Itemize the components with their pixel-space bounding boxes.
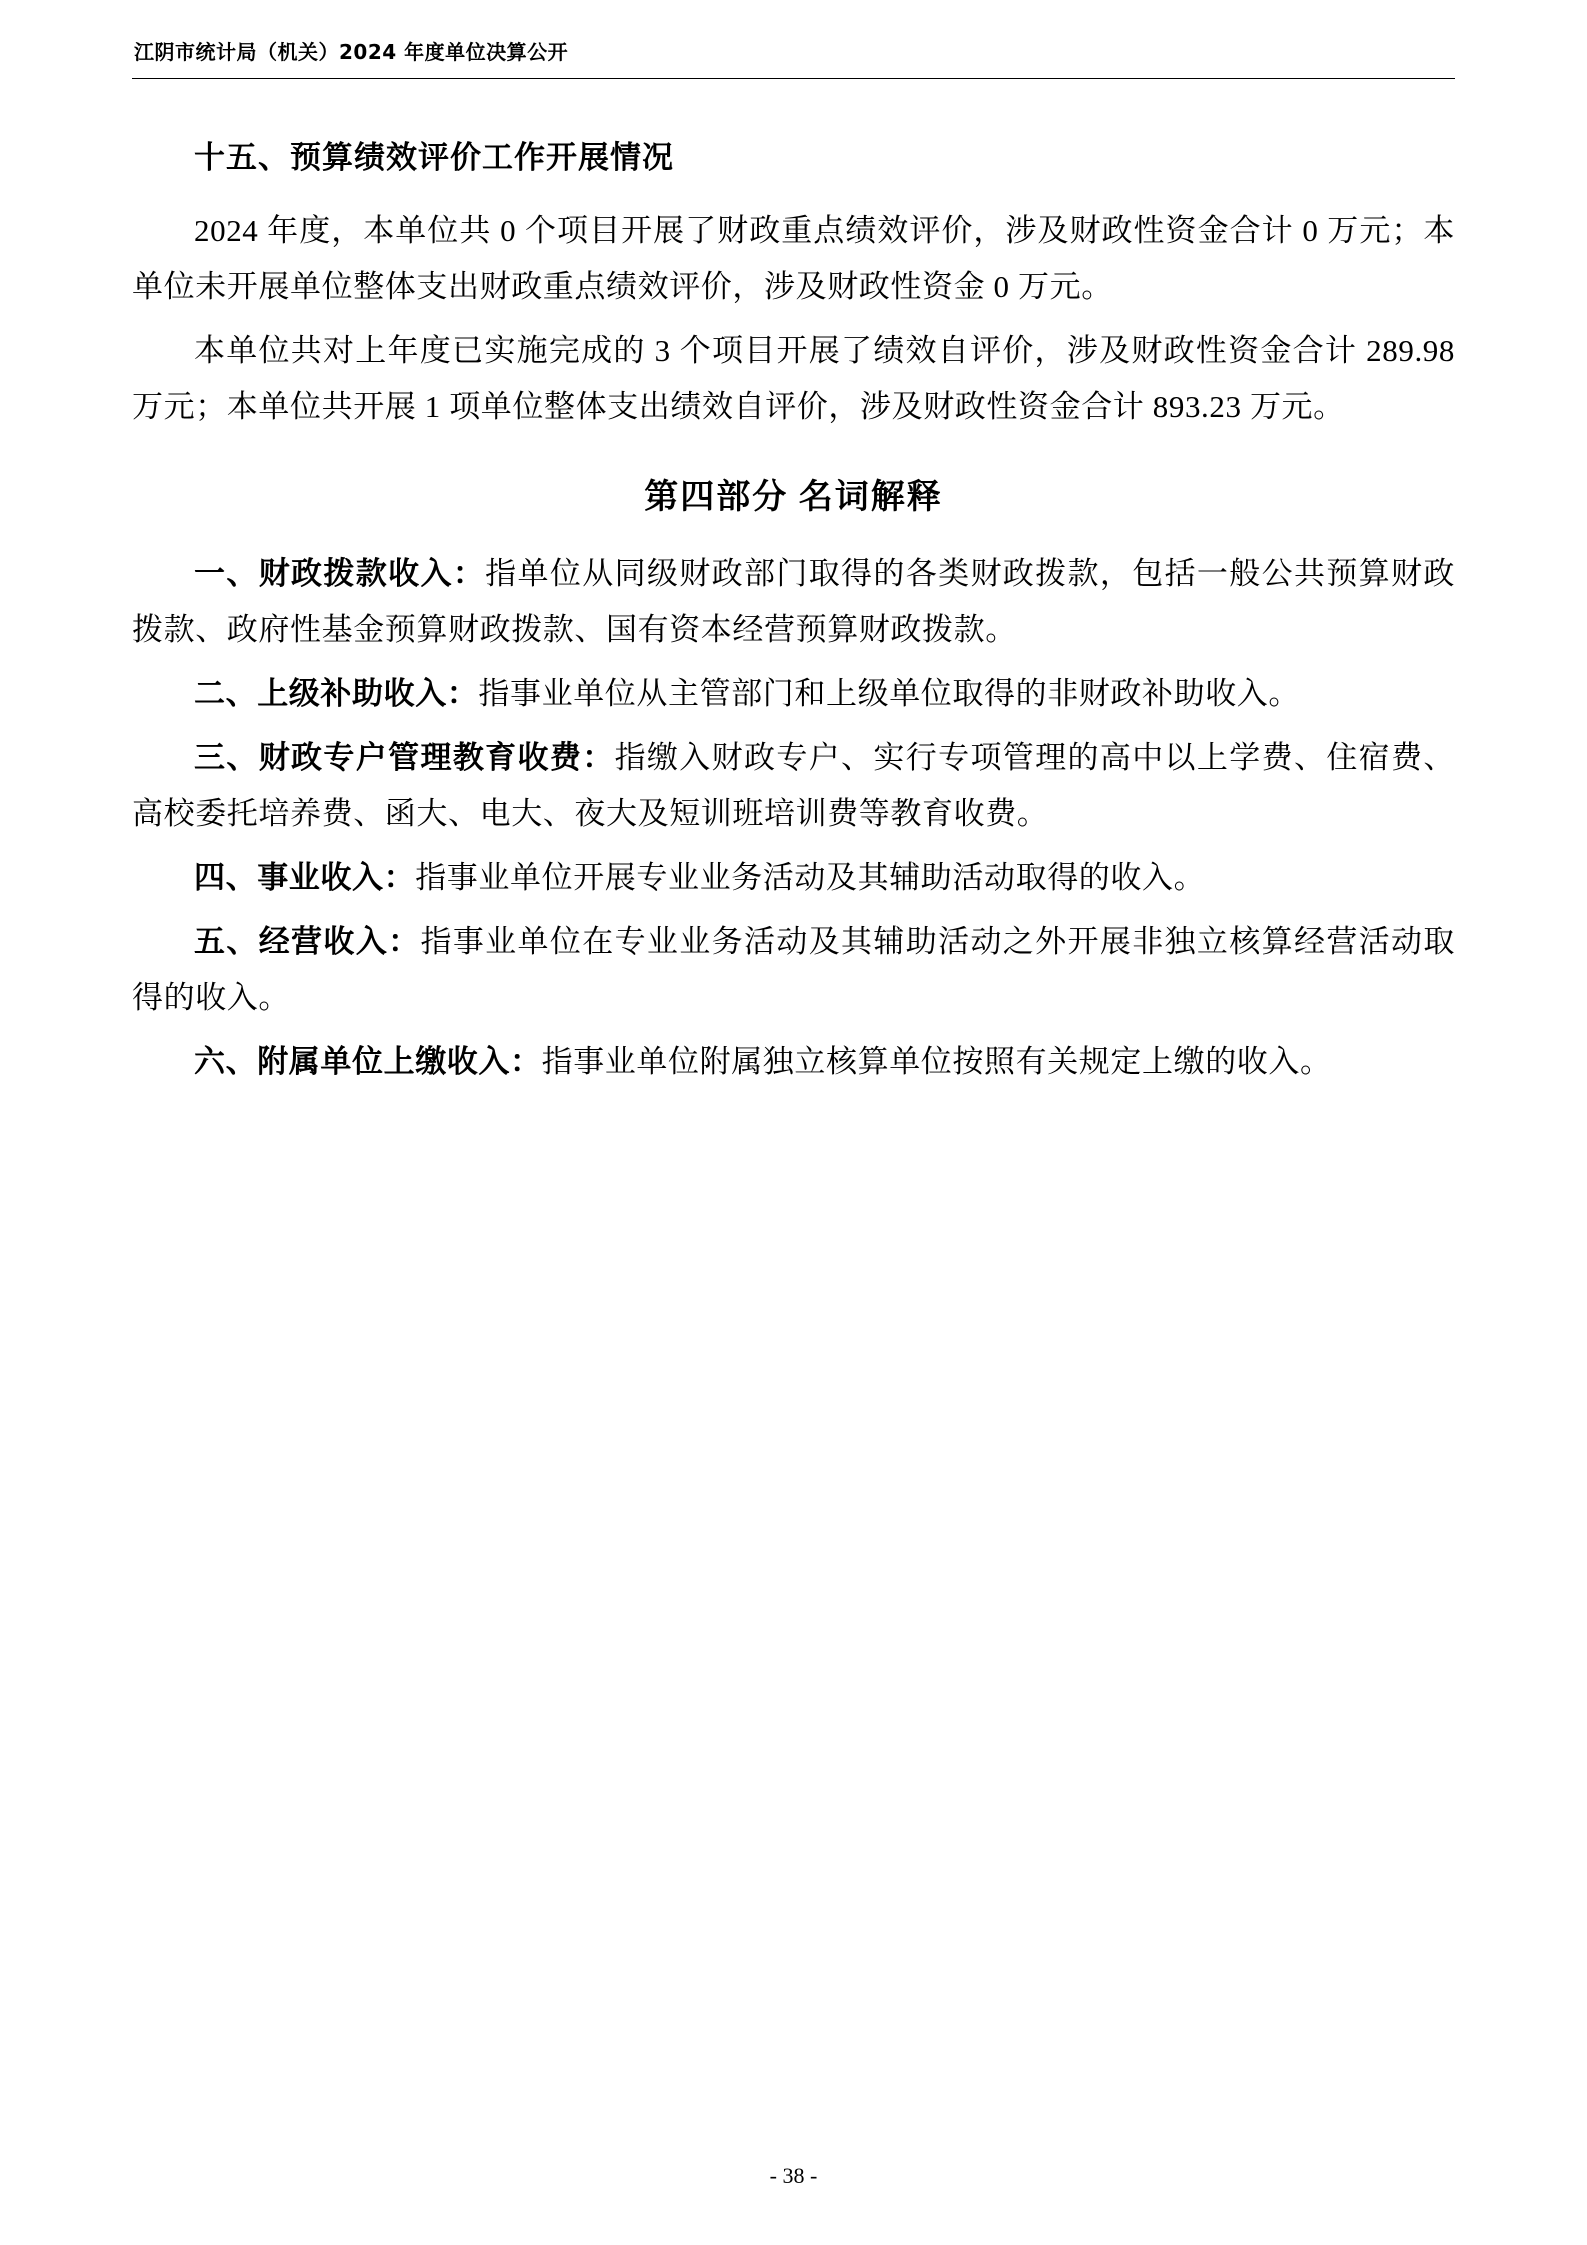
term-text: 指事业单位开展专业业务活动及其辅助活动取得的收入。 — [415, 860, 1206, 895]
part-four-title: 第四部分 名词解释 — [644, 479, 943, 516]
term-item — [132, 730, 1455, 842]
term-item — [132, 914, 1455, 1026]
term-label: 六、附属单位上缴收入： — [194, 1044, 542, 1079]
term-text: 指事业单位附属独立核算单位按照有关规定上缴的收入。 — [541, 1044, 1332, 1079]
paragraph-performance-evaluation-1: 2024 年度，本单位共 0 个项目开展了财政重点绩效评价，涉及财政性资金合计 0 万元；本单位未开展单位整体支出财政重点绩效评价，涉及财政性资金 0 万元。 — [132, 213, 1455, 304]
term-text: 指事业单位从主管部门和上级单位取得的非财政补助收入。 — [478, 676, 1301, 711]
term-item — [132, 666, 1455, 722]
page-header — [132, 30, 1455, 86]
term-text: 指单位从同级财政部门取得的各类财政拨款，包括一般公共预算财政拨款、政府性基金预算财政拨款、国有资本经营预算财政拨款。 — [132, 556, 1455, 647]
page-number: - 38 - — [769, 2163, 818, 2188]
term-label: 二、上级补助收入： — [194, 676, 479, 711]
header-divider — [132, 78, 1455, 79]
section-heading-fifteen: 十五、预算绩效评价工作开展情况 — [194, 140, 674, 175]
term-item — [132, 850, 1455, 906]
page-content — [132, 86, 1455, 1090]
header-title: 江阴市统计局（机关）2024 年度单位决算公开 — [134, 40, 569, 64]
term-label: 四、事业收入： — [194, 860, 416, 895]
paragraph-performance-evaluation-2: 本单位共对上年度已实施完成的 3 个项目开展了绩效自评价，涉及财政性资金合计 289.98 万元；本单位共开展 1 项单位整体支出绩效自评价，涉及财政性资金合计 893.23 万元。 — [132, 333, 1455, 424]
term-item — [132, 546, 1455, 658]
term-label: 一、财政拨款收入： — [194, 556, 486, 591]
term-item — [132, 1034, 1455, 1090]
term-text: 指事业单位在专业业务活动及其辅助活动之外开展非独立核算经营活动取得的收入。 — [132, 924, 1455, 1015]
term-text: 指缴入财政专户、实行专项管理的高中以上学费、住宿费、高校委托培养费、函大、电大、夜大及短训班培训费等教育收费。 — [132, 740, 1455, 831]
term-label: 五、经营收入： — [194, 924, 421, 959]
term-label: 三、财政专户管理教育收费： — [194, 740, 615, 775]
page-footer — [0, 2163, 1587, 2189]
